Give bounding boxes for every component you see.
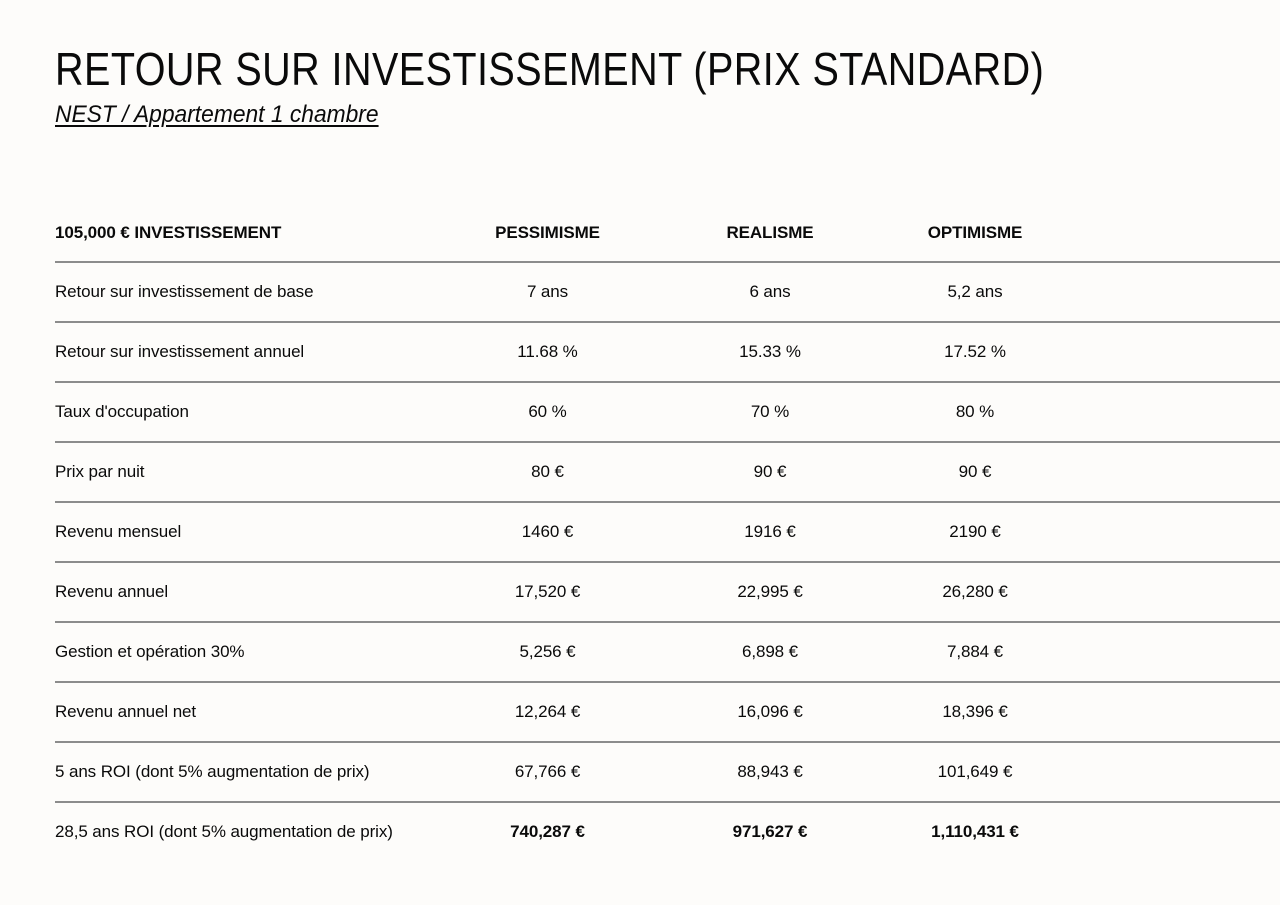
page-subtitle: NEST / Appartement 1 chambre	[55, 101, 379, 128]
row-value-optimisme: 7,884 €	[880, 622, 1070, 682]
row-value-realisme: 70 %	[660, 382, 880, 442]
row-spacer	[1070, 742, 1280, 802]
row-label: Retour sur investissement de base	[55, 262, 435, 322]
row-label: Prix par nuit	[55, 442, 435, 502]
table-row	[55, 382, 1280, 442]
row-value-pessimisme: 1460 €	[435, 502, 660, 562]
row-value-pessimisme: 17,520 €	[435, 562, 660, 622]
row-value-optimisme: 5,2 ans	[880, 262, 1070, 322]
page-title: RETOUR SUR INVESTISSEMENT (PRIX STANDARD)	[55, 43, 1045, 95]
table-row-total	[55, 802, 1280, 862]
row-value-realisme: 971,627 €	[732, 822, 808, 842]
row-value-pessimisme: 7 ans	[435, 262, 660, 322]
row-spacer	[1070, 682, 1280, 742]
table-row	[55, 322, 1280, 382]
row-spacer	[1070, 322, 1280, 382]
row-spacer	[1070, 622, 1280, 682]
row-value-optimisme: 2190 €	[880, 502, 1070, 562]
row-spacer	[1070, 262, 1280, 322]
row-value-realisme: 88,943 €	[660, 742, 880, 802]
row-value-pessimisme: 67,766 €	[435, 742, 660, 802]
row-value-realisme: 1916 €	[660, 502, 880, 562]
header-spacer	[1070, 206, 1280, 262]
table-row	[55, 682, 1280, 742]
row-spacer	[1070, 802, 1280, 862]
header-pessimisme: PESSIMISME	[435, 206, 660, 262]
row-spacer	[1070, 562, 1280, 622]
row-value-optimisme: 1,110,431 €	[931, 822, 1019, 842]
row-value-optimisme: 17.52 %	[880, 322, 1070, 382]
table-row	[55, 262, 1280, 322]
row-value-realisme: 15.33 %	[660, 322, 880, 382]
row-spacer	[1070, 382, 1280, 442]
row-value-realisme: 16,096 €	[660, 682, 880, 742]
table-row	[55, 742, 1280, 802]
row-value-pessimisme: 5,256 €	[435, 622, 660, 682]
row-value-optimisme: 101,649 €	[880, 742, 1070, 802]
row-value-optimisme: 90 €	[880, 442, 1070, 502]
row-label: Taux d'occupation	[55, 382, 435, 442]
row-value-pessimisme: 60 %	[435, 382, 660, 442]
row-label: 28,5 ans ROI (dont 5% augmentation de prix)	[55, 822, 393, 842]
row-value-optimisme: 26,280 €	[880, 562, 1070, 622]
row-value-pessimisme: 740,287 €	[510, 822, 585, 842]
row-value-pessimisme: 80 €	[435, 442, 660, 502]
header-realisme: REALISME	[660, 206, 880, 262]
row-label: Revenu annuel net	[55, 682, 435, 742]
row-value-optimisme: 18,396 €	[880, 682, 1070, 742]
row-spacer	[1070, 502, 1280, 562]
row-value-pessimisme: 11.68 %	[435, 322, 660, 382]
table-row	[55, 622, 1280, 682]
table-row	[55, 562, 1280, 622]
table-header-row	[55, 206, 1280, 262]
header-investment: 105,000 € INVESTISSEMENT	[55, 206, 435, 262]
row-label: Gestion et opération 30%	[55, 622, 435, 682]
table-row	[55, 442, 1280, 502]
row-label: Retour sur investissement annuel	[55, 322, 435, 382]
row-value-pessimisme: 12,264 €	[435, 682, 660, 742]
row-value-realisme: 6,898 €	[660, 622, 880, 682]
row-label: Revenu mensuel	[55, 502, 435, 562]
roi-table	[55, 206, 1280, 862]
row-value-realisme: 22,995 €	[660, 562, 880, 622]
row-value-realisme: 90 €	[660, 442, 880, 502]
row-label: 5 ans ROI (dont 5% augmentation de prix)	[55, 742, 435, 802]
table-row	[55, 502, 1280, 562]
row-value-optimisme: 80 %	[880, 382, 1070, 442]
header-optimisme: OPTIMISME	[880, 206, 1070, 262]
row-label: Revenu annuel	[55, 562, 435, 622]
row-spacer	[1070, 442, 1280, 502]
row-value-realisme: 6 ans	[660, 262, 880, 322]
